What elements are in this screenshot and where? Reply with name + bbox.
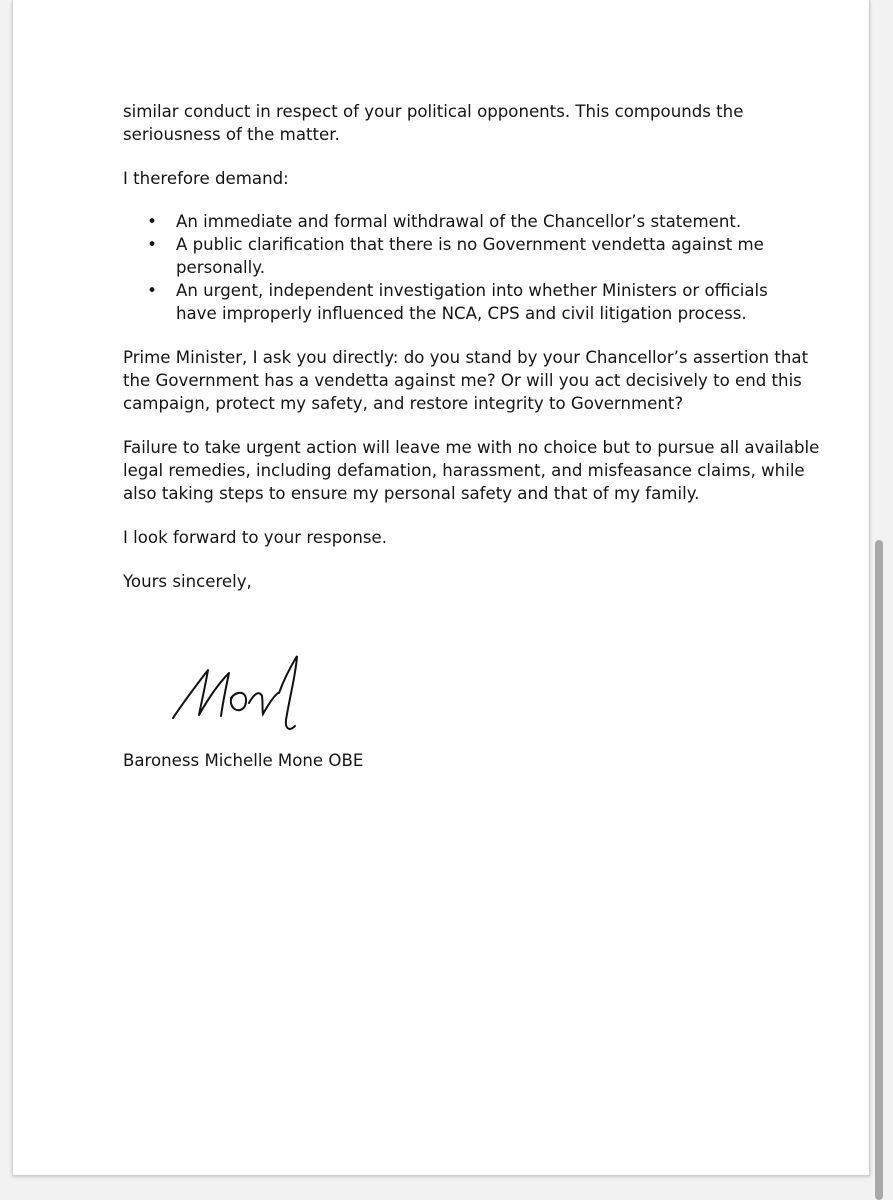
list-item [123, 210, 796, 233]
demand-list [123, 210, 823, 325]
demand-intro: I therefore demand: [123, 169, 289, 188]
demand-text: An urgent, independent investigation into whether Ministers or officials have improperly influenced the NCA, CPS and civil litigation process. [176, 281, 768, 323]
bullet-icon: • [147, 212, 157, 231]
bullet-icon: • [147, 235, 157, 254]
sign-off: Yours sincerely, [123, 572, 252, 591]
handwritten-signature-icon [163, 648, 313, 738]
letter-body [123, 100, 823, 593]
warning-paragraph: Failure to take urgent action will leave me with no choice but to pursue all available legal remedies, including defamation, harassment, and misfeasance claims, while also taking steps to ensure my personal safety and that of my family. [123, 438, 820, 503]
demand-text: A public clarification that there is no Government vendetta against me personally. [176, 235, 764, 277]
demand-text: An immediate and formal withdrawal of the Chancellor’s statement. [176, 212, 742, 231]
closing-line: I look forward to your response. [123, 528, 388, 547]
list-item [123, 279, 796, 325]
letter-page [12, 0, 870, 1176]
signature [163, 648, 313, 738]
list-item [123, 233, 796, 279]
question-paragraph: Prime Minister, I ask you directly: do you stand by your Chancellor’s assertion that the Government has a vendetta against me? Or will you act decisively to end this campaign, protect my safety, and restore integrity to Government? [123, 348, 809, 413]
signatory-name: Baroness Michelle Mone OBE [123, 751, 364, 770]
vertical-scrollbar[interactable] [875, 540, 883, 1200]
bullet-icon: • [147, 281, 157, 300]
opening-fragment: similar conduct in respect of your political opponents. This compounds the seriousness of the matter. [123, 102, 744, 144]
